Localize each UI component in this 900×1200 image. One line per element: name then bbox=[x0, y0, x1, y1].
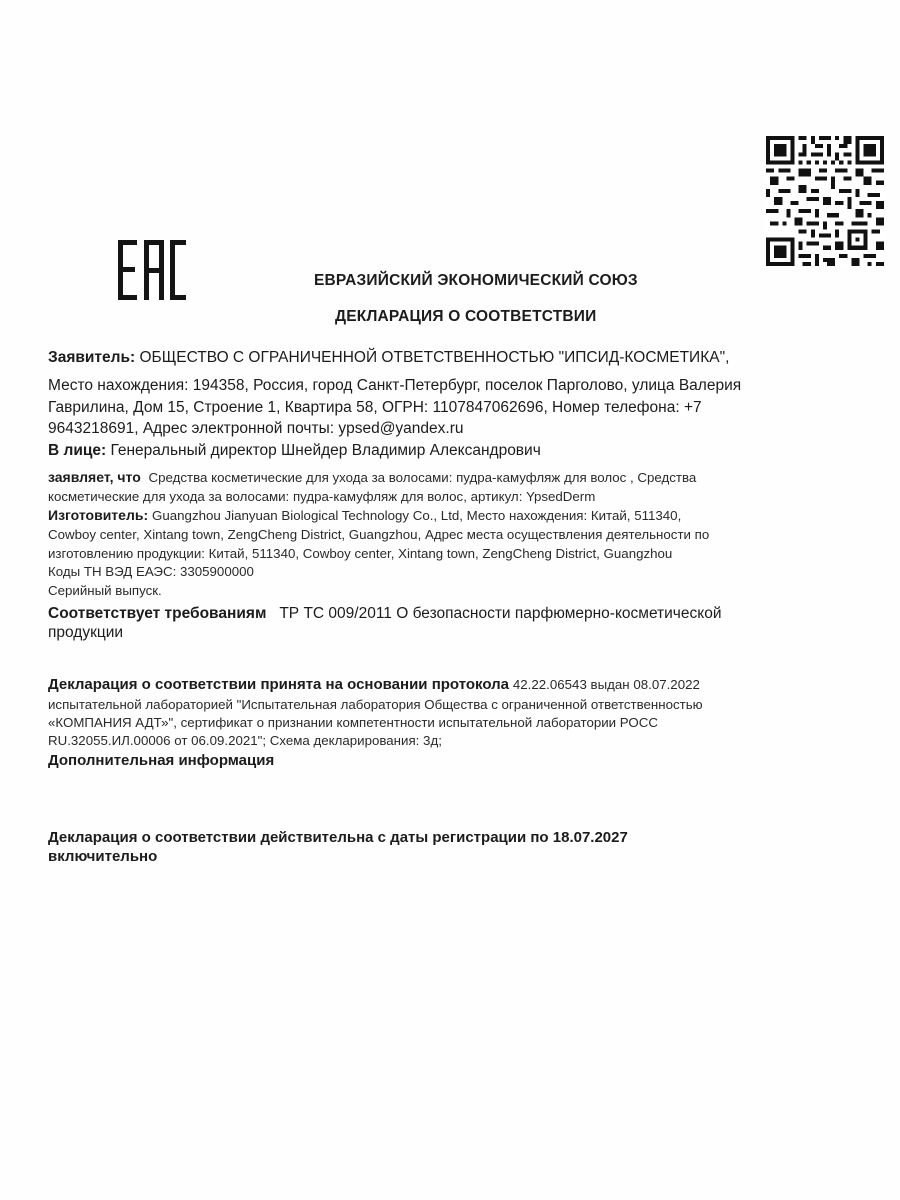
requirements-label: Соответствует требованиям bbox=[48, 605, 267, 622]
basis-label: Декларация о соответствии принята на основании протокола bbox=[48, 676, 509, 693]
manufacturer-label: Изготовитель: bbox=[48, 507, 149, 523]
applicant-label: Заявитель: bbox=[48, 349, 136, 366]
basis-line-3: «КОМПАНИЯ АДТ»", сертификат о признании компетентности испытательной лаборатории РОСС bbox=[48, 715, 658, 730]
representative-label: В лице: bbox=[48, 442, 107, 459]
manufacturer-line-1 bbox=[48, 506, 681, 525]
basis-line-4: RU.32055.ИЛ.00006 от 06.09.2021"; Схема декларирования: 3д; bbox=[48, 733, 442, 748]
protocol-number: 42.22.06543 выдан 08.07.2022 bbox=[512, 677, 700, 692]
applicant-line-4: 9643218691, Адрес электронной почты: ypsed@yandex.ru bbox=[48, 420, 464, 437]
applicant-name: ОБЩЕСТВО С ОГРАНИЧЕННОЙ ОТВЕТСТВЕННОСТЬЮ "ИПСИД-КОСМЕТИКА", bbox=[139, 349, 730, 366]
document-title: ДЕКЛАРАЦИЯ О СООТВЕТСТВИИ bbox=[335, 308, 597, 325]
additional-info-heading: Дополнительная информация bbox=[48, 752, 275, 769]
applicant-line-3: Гаврилина, Дом 15, Строение 1, Квартира 58, ОГРН: 1107847062696, Номер телефона: +7 bbox=[48, 399, 702, 416]
manufacturer-name: Guangzhou Jianyuan Biological Technology Co., Ltd, Место нахождения: Китай, 511340, bbox=[152, 508, 682, 523]
product-description: Средства косметические для ухода за волосами: пудра-камуфляж для волос , Средства bbox=[148, 470, 697, 485]
basis-line-1 bbox=[48, 675, 700, 694]
manufacturer-line-2: Cowboy center, Xintang town, ZengCheng District, Guangzhou, Адрес места осуществления деятельности по bbox=[48, 527, 710, 542]
declares-line-1 bbox=[48, 468, 696, 487]
declares-label: заявляет, что bbox=[48, 469, 141, 485]
applicant-line-1 bbox=[48, 347, 729, 368]
basis-line-2: испытательной лабораторией "Испытательная лаборатория Общества с ограниченной ответственностью bbox=[48, 697, 703, 712]
eac-logo bbox=[116, 238, 188, 302]
union-heading: ЕВРАЗИЙСКИЙ ЭКОНОМИЧЕСКИЙ СОЮЗ bbox=[314, 272, 638, 289]
qr-code bbox=[766, 136, 884, 266]
requirements-line-2: продукции bbox=[48, 624, 124, 641]
validity-line-2: включительно bbox=[48, 848, 158, 865]
representative-line bbox=[48, 440, 541, 461]
declares-line-2: косметические для ухода за волосами: пудра-камуфляж для волос, артикул: YpsedDerm bbox=[48, 489, 596, 504]
validity-line-1: Декларация о соответствии действительна с даты регистрации по 18.07.2027 bbox=[48, 829, 628, 846]
manufacturer-line-3: изготовлению продукции: Китай, 511340, Cowboy center, Xintang town, ZengCheng District, Guangzhou bbox=[48, 546, 673, 561]
serial-production: Серийный выпуск. bbox=[48, 583, 162, 598]
hs-codes: Коды ТН ВЭД ЕАЭС: 3305900000 bbox=[48, 564, 254, 579]
requirements-value: ТР ТС 009/2011 О безопасности парфюмерно-косметической bbox=[279, 605, 722, 622]
requirements-line-1 bbox=[48, 603, 722, 624]
representative-value: Генеральный директор Шнейдер Владимир Александрович bbox=[110, 442, 541, 459]
applicant-line-2: Место нахождения: 194358, Россия, город Санкт-Петербург, поселок Парголово, улица Валерия bbox=[48, 377, 742, 394]
